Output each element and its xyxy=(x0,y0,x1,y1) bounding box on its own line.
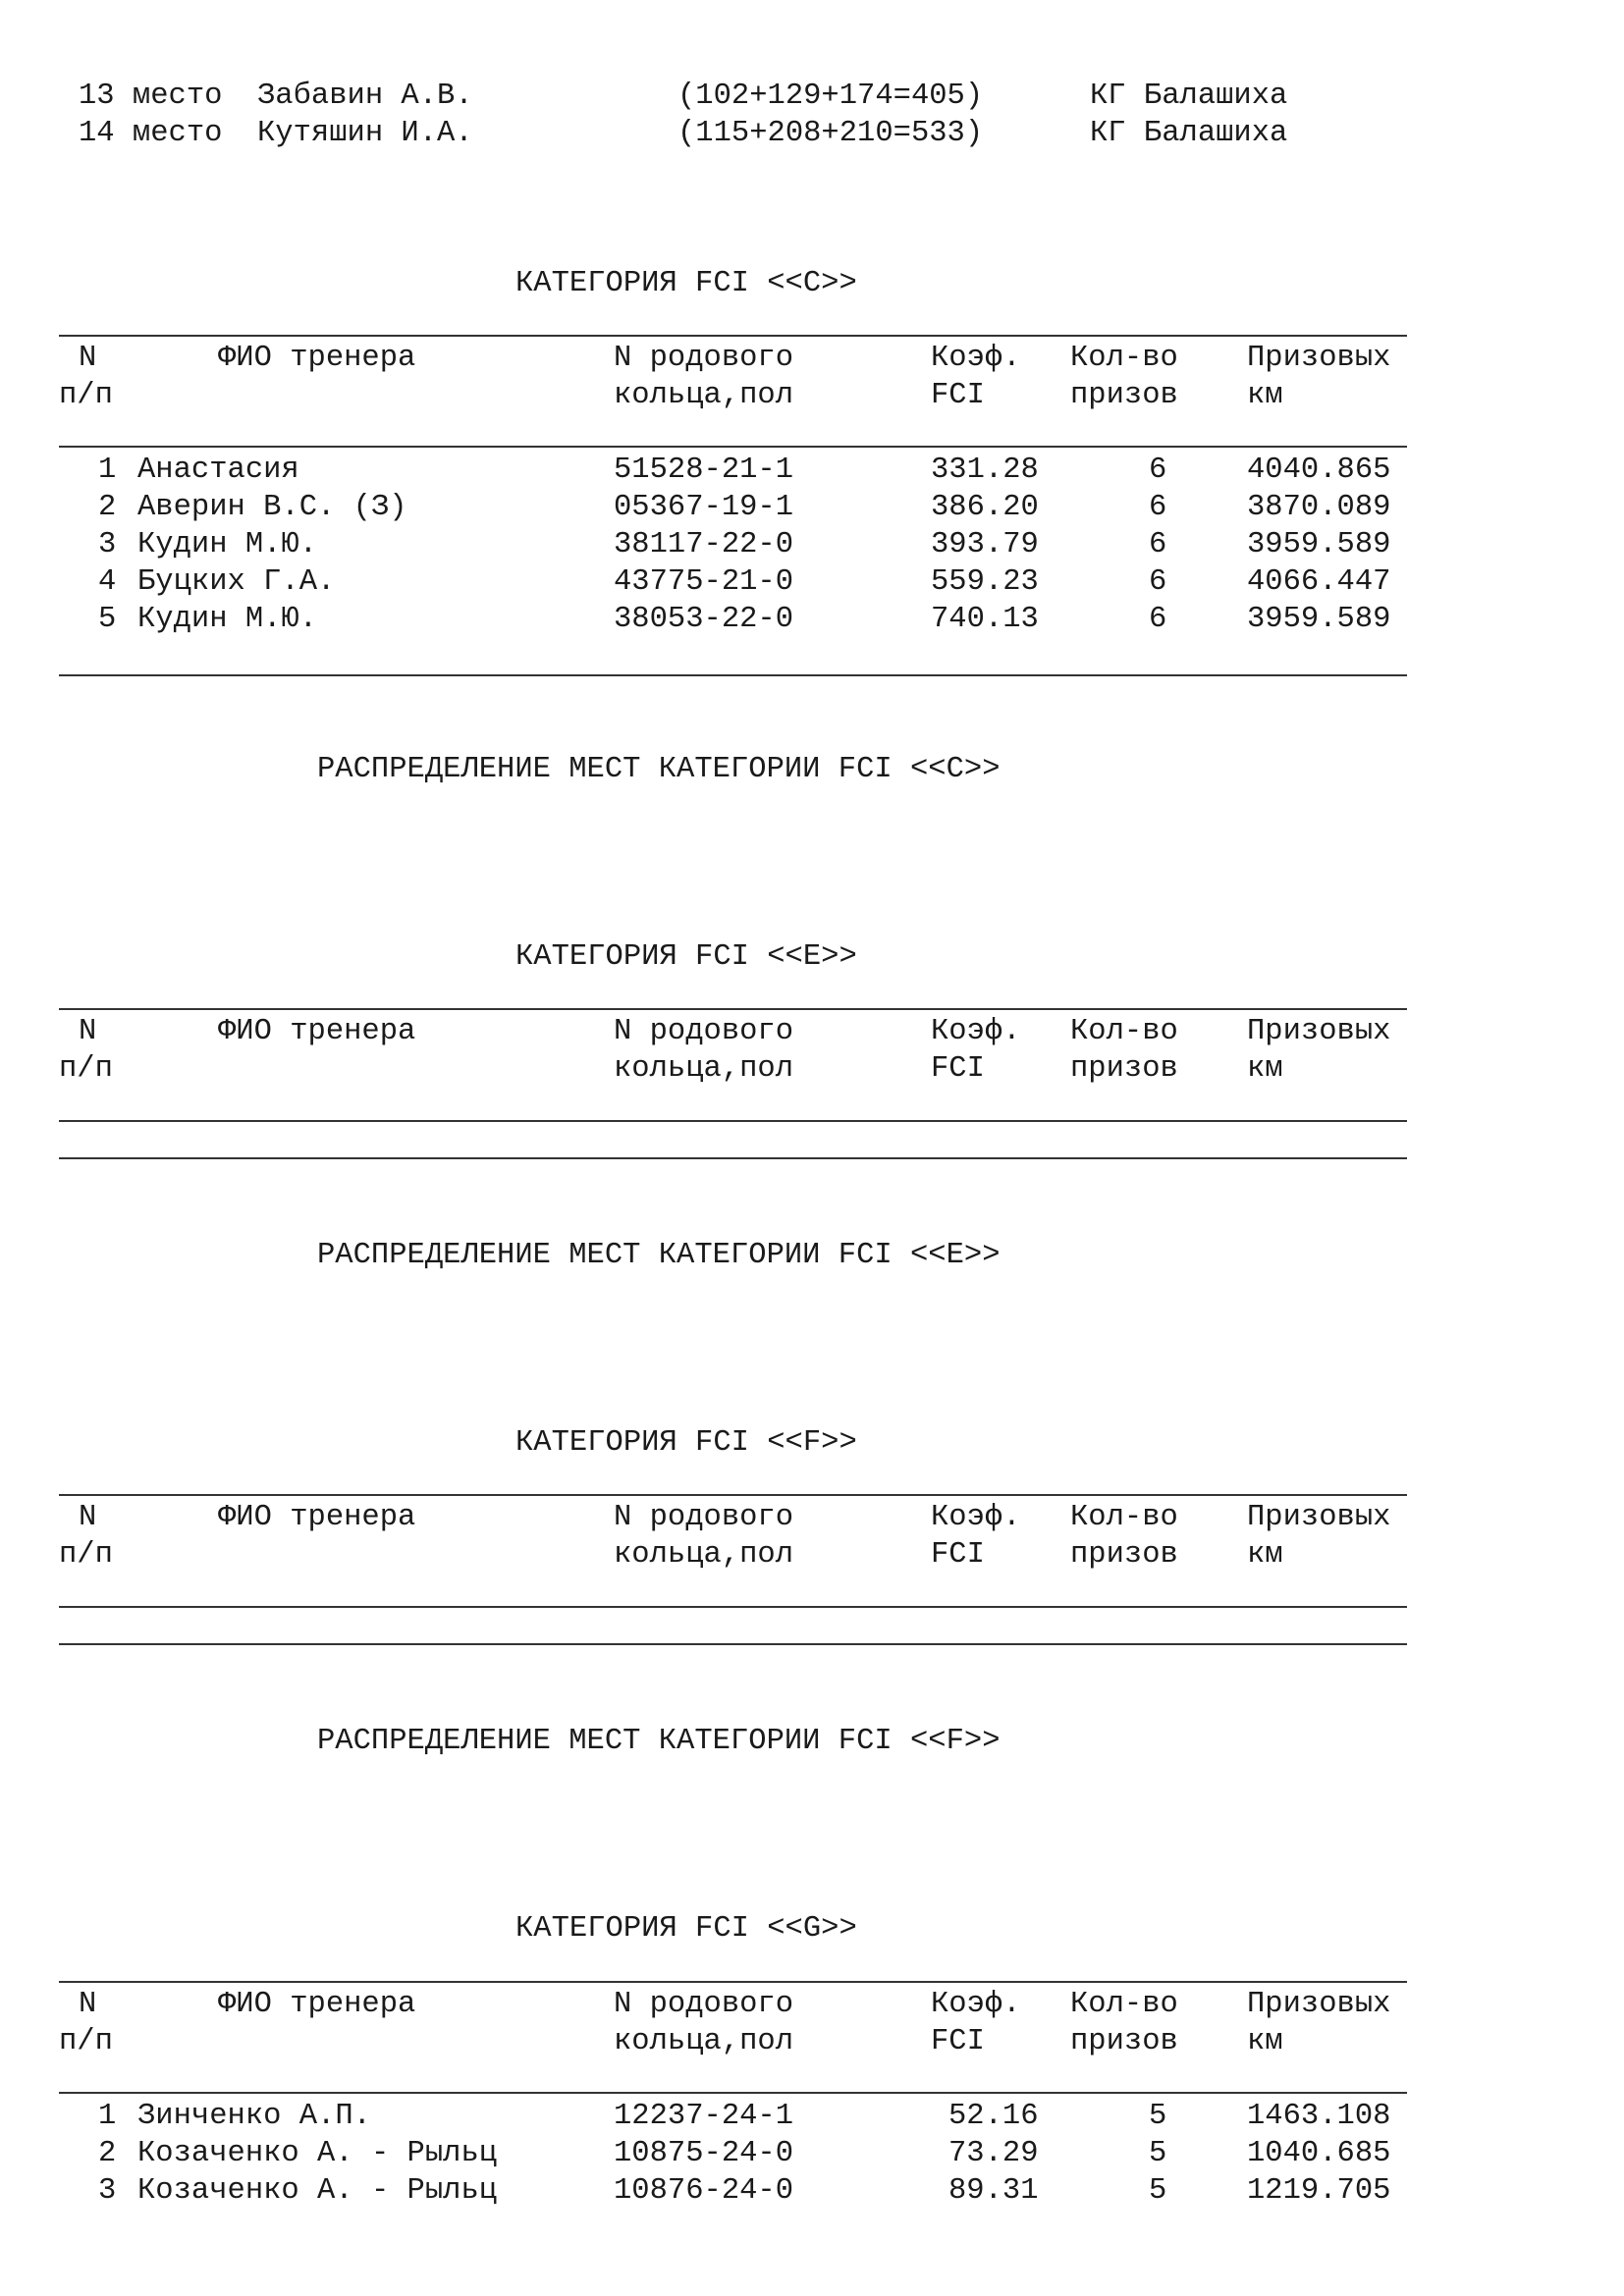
header-fio: ФИО тренера xyxy=(218,1988,416,2021)
header-n: N xyxy=(79,1988,97,2021)
row-n: 4 xyxy=(98,565,117,599)
row-coef: 740.13 xyxy=(931,603,1039,636)
distribution-heading: РАСПРЕДЕЛЕНИЕ МЕСТ КАТЕГОРИИ FCI <<E>> xyxy=(317,1239,1001,1272)
row-prizes: 5 xyxy=(1149,2100,1167,2133)
header-count-1: Кол-во xyxy=(1070,342,1178,375)
header-km-1: Призовых xyxy=(1247,342,1391,375)
row-n: 1 xyxy=(98,2100,117,2133)
table-header-rule xyxy=(59,1120,1407,1122)
table-top-rule xyxy=(59,1981,1407,1983)
place-score: (115+208+210=533) xyxy=(677,117,984,150)
row-coef: 52.16 xyxy=(948,2100,1039,2133)
header-coef-2: FCI xyxy=(931,2025,985,2058)
row-n: 1 xyxy=(98,454,117,487)
table-top-rule xyxy=(59,335,1407,337)
row-name: Буцких Г.А. xyxy=(137,565,336,599)
header-n: N xyxy=(79,1501,97,1534)
row-coef: 331.28 xyxy=(931,454,1039,487)
header-count-1: Кол-во xyxy=(1070,1015,1178,1048)
row-prizes: 6 xyxy=(1149,565,1167,599)
category-title: КАТЕГОРИЯ FCI <<G>> xyxy=(515,1912,857,1946)
row-km: 4066.447 xyxy=(1247,565,1391,599)
table-header-rule xyxy=(59,1606,1407,1608)
header-km-2: км xyxy=(1247,379,1283,412)
row-coef: 89.31 xyxy=(948,2174,1039,2208)
row-prizes: 6 xyxy=(1149,454,1167,487)
header-ring-1: N родового xyxy=(614,342,794,375)
place-club: КГ Балашиха xyxy=(1090,80,1288,113)
header-coef-1: Коэф. xyxy=(931,342,1021,375)
row-prizes: 6 xyxy=(1149,491,1167,524)
table-header-rule xyxy=(59,446,1407,448)
place-name: Забавин А.В. xyxy=(257,80,473,113)
row-ring: 10875-24-0 xyxy=(614,2137,794,2170)
table-bottom-rule xyxy=(59,1157,1407,1159)
header-count-2: призов xyxy=(1070,2025,1178,2058)
row-prizes: 6 xyxy=(1149,603,1167,636)
distribution-heading: РАСПРЕДЕЛЕНИЕ МЕСТ КАТЕГОРИИ FCI <<F>> xyxy=(317,1725,1001,1758)
row-coef: 559.23 xyxy=(931,565,1039,599)
header-count-2: призов xyxy=(1070,1052,1178,1086)
row-name: Анастасия xyxy=(137,454,299,487)
row-km: 3959.589 xyxy=(1247,528,1391,561)
header-ring-2: кольца,пол xyxy=(614,379,794,412)
header-np: п/п xyxy=(59,1052,113,1086)
place-name: Кутяшин И.А. xyxy=(257,117,473,150)
row-name: Кудин М.Ю. xyxy=(137,603,318,636)
header-km-2: км xyxy=(1247,1538,1283,1572)
header-fio: ФИО тренера xyxy=(218,1015,416,1048)
header-coef-1: Коэф. xyxy=(931,1988,1021,2021)
row-n: 2 xyxy=(98,491,117,524)
header-km-1: Призовых xyxy=(1247,1988,1391,2021)
header-coef-1: Коэф. xyxy=(931,1015,1021,1048)
header-ring-2: кольца,пол xyxy=(614,1052,794,1086)
table-bottom-rule xyxy=(59,674,1407,676)
header-ring-2: кольца,пол xyxy=(614,2025,794,2058)
row-ring: 05367-19-1 xyxy=(614,491,794,524)
row-km: 3870.089 xyxy=(1247,491,1391,524)
header-n: N xyxy=(79,1015,97,1048)
row-name: Аверин В.С. (З) xyxy=(137,491,407,524)
row-km: 1219.705 xyxy=(1247,2174,1391,2208)
header-ring-2: кольца,пол xyxy=(614,1538,794,1572)
header-km-2: км xyxy=(1247,1052,1283,1086)
row-n: 3 xyxy=(98,528,117,561)
header-km-1: Призовых xyxy=(1247,1501,1391,1534)
header-n: N xyxy=(79,342,97,375)
row-n: 2 xyxy=(98,2137,117,2170)
header-fio: ФИО тренера xyxy=(218,342,416,375)
header-count-2: призов xyxy=(1070,379,1178,412)
row-ring: 10876-24-0 xyxy=(614,2174,794,2208)
row-name: Козаченко А. - Рыльц xyxy=(137,2137,498,2170)
row-ring: 12237-24-1 xyxy=(614,2100,794,2133)
row-name: Зинченко А.П. xyxy=(137,2100,371,2133)
row-coef: 73.29 xyxy=(948,2137,1039,2170)
header-coef-2: FCI xyxy=(931,379,985,412)
row-n: 3 xyxy=(98,2174,117,2208)
header-coef-2: FCI xyxy=(931,1052,985,1086)
row-name: Кудин М.Ю. xyxy=(137,528,318,561)
row-km: 1040.685 xyxy=(1247,2137,1391,2170)
place-label: 13 место xyxy=(79,80,223,113)
header-ring-1: N родового xyxy=(614,1015,794,1048)
header-coef-1: Коэф. xyxy=(931,1501,1021,1534)
row-n: 5 xyxy=(98,603,117,636)
header-coef-2: FCI xyxy=(931,1538,985,1572)
place-club: КГ Балашиха xyxy=(1090,117,1288,150)
header-np: п/п xyxy=(59,1538,113,1572)
row-km: 1463.108 xyxy=(1247,2100,1391,2133)
row-ring: 38053-22-0 xyxy=(614,603,794,636)
header-fio: ФИО тренера xyxy=(218,1501,416,1534)
header-count-1: Кол-во xyxy=(1070,1501,1178,1534)
row-prizes: 5 xyxy=(1149,2174,1167,2208)
row-prizes: 6 xyxy=(1149,528,1167,561)
header-np: п/п xyxy=(59,2025,113,2058)
distribution-heading: РАСПРЕДЕЛЕНИЕ МЕСТ КАТЕГОРИИ FCI <<C>> xyxy=(317,753,1001,786)
category-title: КАТЕГОРИЯ FCI <<F>> xyxy=(515,1426,857,1460)
table-bottom-rule xyxy=(59,1643,1407,1645)
header-km-2: км xyxy=(1247,2025,1283,2058)
row-coef: 386.20 xyxy=(931,491,1039,524)
category-title: КАТЕГОРИЯ FCI <<E>> xyxy=(515,940,857,974)
header-km-1: Призовых xyxy=(1247,1015,1391,1048)
table-header-rule xyxy=(59,2092,1407,2094)
place-label: 14 место xyxy=(79,117,223,150)
row-km: 3959.589 xyxy=(1247,603,1391,636)
row-km: 4040.865 xyxy=(1247,454,1391,487)
row-coef: 393.79 xyxy=(931,528,1039,561)
header-count-1: Кол-во xyxy=(1070,1988,1178,2021)
row-ring: 43775-21-0 xyxy=(614,565,794,599)
category-title: КАТЕГОРИЯ FCI <<C>> xyxy=(515,267,857,300)
table-top-rule xyxy=(59,1494,1407,1496)
header-count-2: призов xyxy=(1070,1538,1178,1572)
row-name: Козаченко А. - Рыльц xyxy=(137,2174,498,2208)
place-score: (102+129+174=405) xyxy=(677,80,984,113)
header-ring-1: N родового xyxy=(614,1501,794,1534)
row-prizes: 5 xyxy=(1149,2137,1167,2170)
row-ring: 38117-22-0 xyxy=(614,528,794,561)
row-ring: 51528-21-1 xyxy=(614,454,794,487)
header-ring-1: N родового xyxy=(614,1988,794,2021)
header-np: п/п xyxy=(59,379,113,412)
table-top-rule xyxy=(59,1008,1407,1010)
